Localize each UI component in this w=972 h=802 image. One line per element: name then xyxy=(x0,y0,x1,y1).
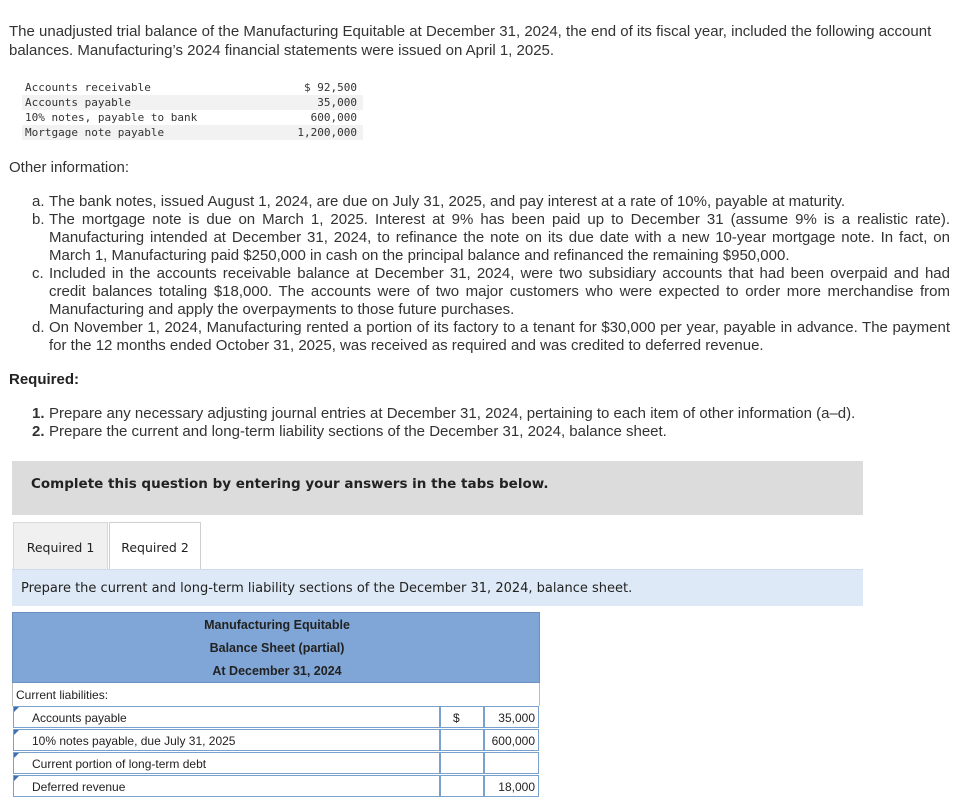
account-name: 10% notes, payable to bank xyxy=(25,111,198,124)
item-number: 1. xyxy=(32,405,45,422)
list-item xyxy=(32,319,950,355)
dollar-sign-cell xyxy=(440,775,484,797)
row-label: Deferred revenue xyxy=(32,780,126,794)
row-label: 10% notes payable, due July 31, 2025 xyxy=(32,734,236,748)
item-text: Included in the accounts receivable balance at December 31, 2024, were two subsidiary accounts that had been overpaid and had credit balances totaling $18,000. The accounts were of two major customers who were expected to order more merchandise from Manufacturing and apply the overpayments to those future purchases. xyxy=(49,265,950,318)
trial-balance-row xyxy=(22,125,363,140)
account-amount: 1,200,000 xyxy=(278,125,363,140)
table-row xyxy=(12,729,540,752)
statement-title: Balance Sheet (partial) xyxy=(209,641,345,655)
item-text: Prepare any necessary adjusting journal entries at December 31, 2024, pertaining to each item of other information (a–d). xyxy=(49,405,856,422)
dropdown-corner-icon xyxy=(14,707,19,712)
item-text: Prepare the current and long-term liability sections of the December 31, 2024, balance sheet. xyxy=(49,423,667,440)
statement-date: At December 31, 2024 xyxy=(212,664,342,678)
banner-text: Complete this question by entering your answers in the tabs below. xyxy=(31,476,549,492)
tab-instruction xyxy=(12,569,863,606)
amount-input[interactable] xyxy=(484,706,539,728)
table-row xyxy=(12,775,540,798)
item-text: The bank notes, issued August 1, 2024, are due on July 31, 2025, and pay interest at a rate of 10%, payable at maturity. xyxy=(49,193,846,210)
dollar-sign-cell xyxy=(440,729,484,751)
section-heading xyxy=(12,683,540,706)
list-item xyxy=(32,423,932,441)
account-amount: $ 92,500 xyxy=(304,81,357,94)
dollar-sign: $ xyxy=(453,711,460,725)
item-letter: c. xyxy=(32,265,44,282)
item-number: 2. xyxy=(32,423,45,440)
trial-balance-row xyxy=(22,95,363,110)
dollar-sign-cell xyxy=(440,752,484,774)
item-letter: a. xyxy=(32,193,45,210)
account-name: Accounts payable xyxy=(22,95,278,110)
dollar-sign-cell xyxy=(440,706,484,728)
amount-value: 35,000 xyxy=(498,711,535,725)
instructions-banner xyxy=(12,461,863,515)
company-name: Manufacturing Equitable xyxy=(204,618,350,632)
tab-required-2[interactable] xyxy=(109,522,201,569)
trial-balance-row xyxy=(22,110,363,125)
row-label: Current portion of long-term debt xyxy=(32,757,207,771)
amount-input[interactable] xyxy=(484,775,539,797)
list-item xyxy=(32,211,950,265)
amount-value: 600,000 xyxy=(491,734,535,748)
trial-balance-table xyxy=(22,80,363,140)
list-item xyxy=(32,405,932,423)
amount-input[interactable] xyxy=(484,752,539,774)
amount-input[interactable] xyxy=(484,729,539,751)
required-list xyxy=(32,405,932,441)
other-information-label: Other information: xyxy=(9,159,130,176)
instruction-text: Prepare the current and long-term liability sections of the December 31, 2024, balance sheet. xyxy=(21,581,633,596)
tab-label: Required 2 xyxy=(121,540,189,555)
account-name: Mortgage note payable xyxy=(22,125,278,140)
tab-label: Required 1 xyxy=(26,540,95,555)
dropdown-corner-icon xyxy=(14,753,19,758)
account-select[interactable] xyxy=(13,729,440,751)
trial-balance-row xyxy=(22,80,363,95)
item-letter: b. xyxy=(32,211,45,228)
account-amount: 35,000 xyxy=(278,95,363,110)
item-text: On November 1, 2024, Manufacturing rented a portion of its factory to a tenant for $30,000 per year, payable in advance. The payment for the 12 months ended October 31, 2025, was received as required and was credited to deferred revenue. xyxy=(49,319,950,354)
amount-value: 18,000 xyxy=(498,780,535,794)
list-item xyxy=(32,265,950,319)
item-letter: d. xyxy=(32,319,45,336)
tab-required-1[interactable] xyxy=(13,522,108,569)
balance-sheet xyxy=(12,612,540,798)
dropdown-corner-icon xyxy=(14,776,19,781)
section-label: Current liabilities: xyxy=(16,688,109,702)
problem-intro: The unadjusted trial balance of the Manufacturing Equitable at December 31, 2024, the end of its fiscal year, included the following account balances. Manufacturing’s 2024 financial statements were issued on April 1, 2025. xyxy=(9,23,932,59)
account-name: Accounts receivable xyxy=(25,81,151,94)
balance-sheet-header xyxy=(12,612,540,683)
row-label: Accounts payable xyxy=(32,711,127,725)
list-item xyxy=(32,193,950,211)
account-select[interactable] xyxy=(13,752,440,774)
item-text: The mortgage note is due on March 1, 2025. Interest at 9% has been paid up to December 31 (assume 9% is a realistic rate). Manufacturing intended at December 31, 2024, to refinance the note on its due date with a new 10-year mortgage note. In fact, on March 1, Manufacturing paid $250,000 in cash on the principal balance and refinanced the remaining $950,000. xyxy=(49,211,950,264)
other-information-list xyxy=(32,193,950,355)
account-amount: 600,000 xyxy=(310,111,357,124)
required-heading: Required: xyxy=(9,371,80,388)
account-select[interactable] xyxy=(13,775,440,797)
dropdown-corner-icon xyxy=(14,730,19,735)
table-row xyxy=(12,752,540,775)
table-row xyxy=(12,706,540,729)
account-select[interactable] xyxy=(13,706,440,728)
